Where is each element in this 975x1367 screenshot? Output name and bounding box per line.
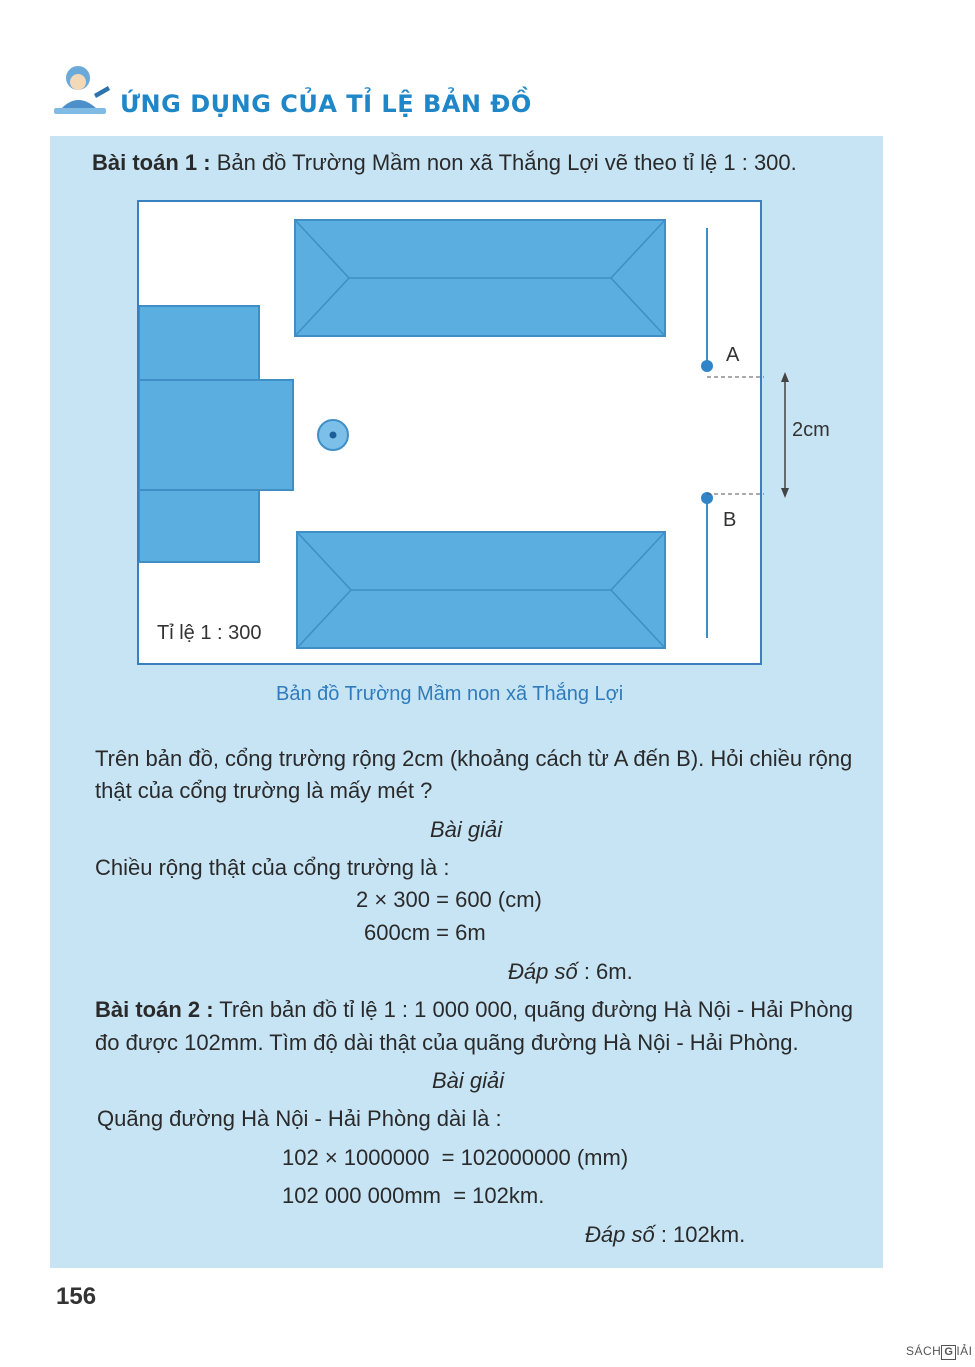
left-building xyxy=(139,306,293,562)
problem2-solution-heading: Bài giải xyxy=(432,1068,505,1093)
problem1-solution-intro: Chiều rộng thật của cổng trường là : xyxy=(95,855,450,880)
problem1-calc2: 600cm = 6m xyxy=(364,920,486,945)
problem1-label: Bài toán 1 : xyxy=(92,150,211,175)
map-caption: Bản đồ Trường Mầm non xã Thắng Lợi xyxy=(276,683,624,705)
problem2-statement-line1 xyxy=(95,995,853,1025)
problem2-calc2: 102 000 000mm = 102km. xyxy=(282,1183,545,1208)
watermark-left: SÁCH xyxy=(906,1344,942,1358)
problem2-label: Bài toán 2 : xyxy=(95,997,214,1022)
problem2-answer xyxy=(585,1220,745,1250)
distance-label: 2cm xyxy=(792,419,830,441)
point-a-label: A xyxy=(726,344,740,366)
problem1-text: Bản đồ Trường Mầm non xã Thắng Lợi vẽ theo tỉ lệ 1 : 300. xyxy=(210,150,797,175)
point-b-label: B xyxy=(723,509,737,531)
watermark-logo xyxy=(906,1344,973,1360)
flagpole-icon xyxy=(318,420,348,450)
problem1-calc1: 2 × 300 = 600 (cm) xyxy=(356,887,542,912)
problem1-statement xyxy=(92,148,797,178)
problem1-solution-heading: Bài giải xyxy=(430,817,503,842)
page-number: 156 xyxy=(56,1283,97,1310)
student-mascot-icon xyxy=(50,64,112,120)
point-a-marker xyxy=(701,360,713,372)
watermark-mark: G xyxy=(941,1345,956,1360)
school-map-drawing xyxy=(139,202,764,667)
problem1-answer-value: : 6m. xyxy=(577,959,633,984)
top-building xyxy=(295,220,665,336)
watermark-right: IẢI xyxy=(956,1344,973,1358)
problem1-answer xyxy=(508,957,633,987)
problem2-text: Trên bản đồ tỉ lệ 1 : 1 000 000, quãng đường Hà Nội - Hải Phòng xyxy=(213,997,854,1022)
school-map xyxy=(137,200,762,665)
problem2-answer-value: : 102km. xyxy=(654,1222,746,1247)
problem1-answer-label: Đáp số xyxy=(508,959,578,984)
problem2-statement-line2: đo được 102mm. Tìm độ dài thật của quãng đường Hà Nội - Hải Phòng. xyxy=(95,1030,799,1055)
problem1-question-line2: thật của cổng trường là mấy mét ? xyxy=(95,778,433,803)
problem2-solution-intro: Quãng đường Hà Nội - Hải Phòng dài là : xyxy=(97,1106,502,1131)
map-scale-label: Tỉ lệ 1 : 300 xyxy=(157,622,262,644)
problem2-answer-label: Đáp số xyxy=(585,1222,655,1247)
section-title: ỨNG DỤNG CỦA TỈ LỆ BẢN ĐỒ xyxy=(120,90,532,118)
problem2-calc1: 102 × 1000000 = 102000000 (mm) xyxy=(282,1145,629,1170)
bottom-building xyxy=(297,532,665,648)
problem1-question-line1: Trên bản đồ, cổng trường rộng 2cm (khoảng cách từ A đến B). Hỏi chiều rộng xyxy=(95,746,853,771)
